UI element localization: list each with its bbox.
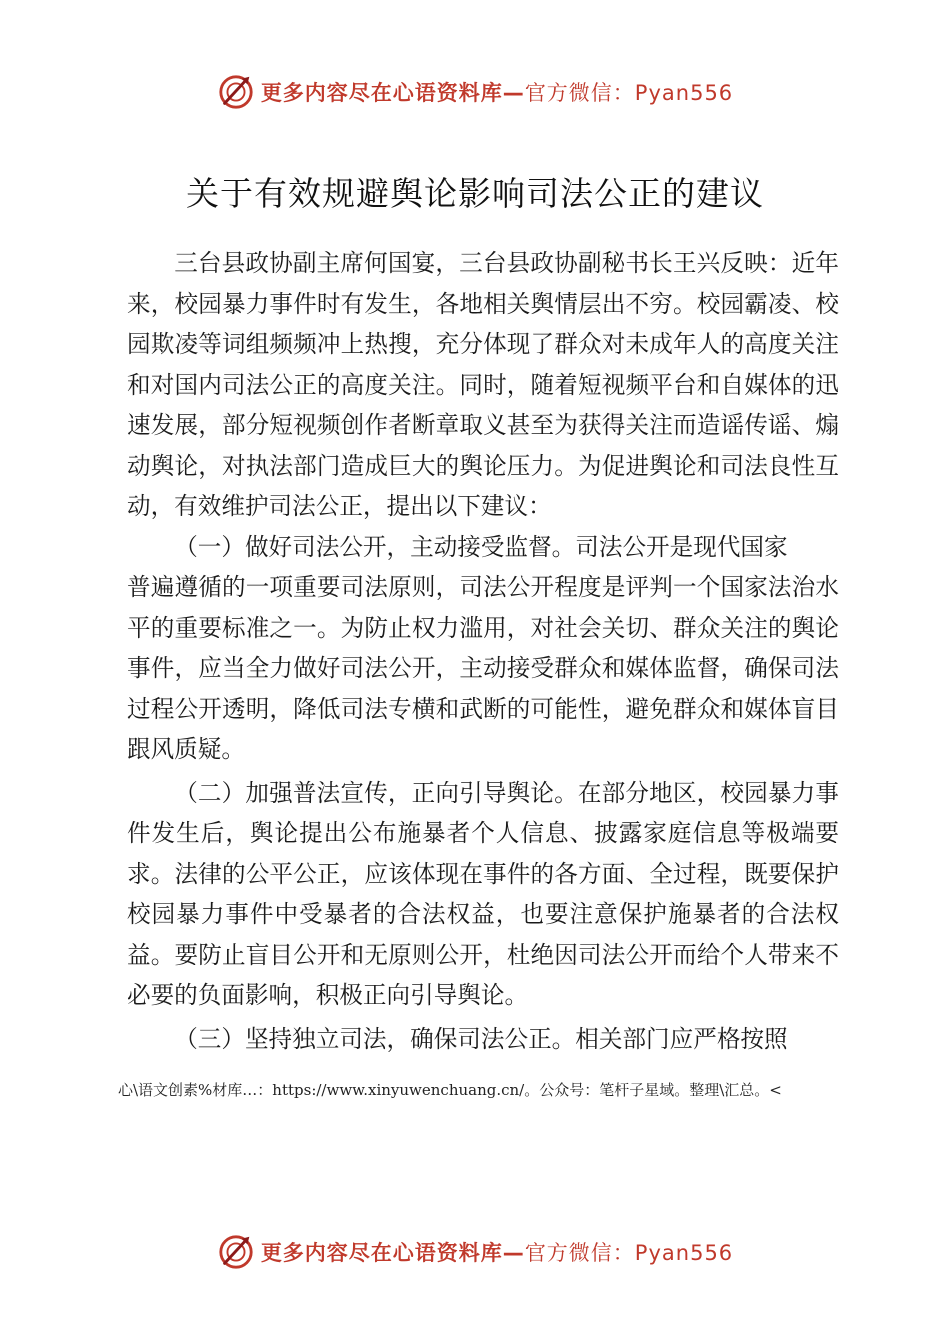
paragraph-intro: 三台县政协副主席何国宴，三台县政协副秘书长王兴反映：近年来，校园暴力事件时有发生，各地相关舆情层出不穷。校园霸凌、校园欺凌等词组频频冲上热搜，充分体现了群众对未成年人的高度关注和对国内司法公正的高度关注。同时，随着短视频平台和自媒体的迅速发展，部分短视频创作者断章取义甚至为获得关注而造谣传谣、煽动舆论，对执法部门造成巨大的舆论压力。为促进舆论和司法良性互动，有效维护司法公正，提出以下建议：: [127, 249, 839, 520]
header-banner: [0, 72, 950, 112]
logo-icon: [217, 73, 255, 111]
paragraph-section-1-body: 普遍遵循的一项重要司法原则，司法公开程度是评判一个国家法治水平的重要标准之一。为防止权力滥用，对社会关切、群众关注的舆论事件，应当全力做好司法公开，主动接受群众和媒体监督，确保司法过程公开透明，降低司法专横和武断的可能性，避免群众和媒体盲目跟风质疑。: [127, 573, 839, 763]
footer-banner: [0, 1232, 950, 1272]
document-body: [127, 243, 839, 1059]
paragraph-section-1-heading: （一）做好司法公开，主动接受监督。司法公开是现代国家: [174, 532, 788, 561]
banner-text: 更多内容尽在心语资料库—: [260, 81, 525, 105]
banner-text: 更多内容尽在心语资料库—: [260, 1241, 525, 1265]
banner-wechat: 官方微信：Pyan556: [524, 1241, 734, 1265]
document-title: 关于有效规避舆论影响司法公正的建议: [186, 174, 764, 213]
footer-note: 心\语文创素%材库…：https://www.xinyuwenchuang.cn/。公众号：笔杆子星域。整理\汇总。<: [118, 1081, 782, 1099]
paragraph-section-3: （三）坚持独立司法，确保司法公正。相关部门应严格按照: [174, 1024, 788, 1053]
banner-wechat: 官方微信：Pyan556: [524, 81, 734, 105]
logo-icon: [217, 1233, 255, 1271]
paragraph-section-2: （二）加强普法宣传，正向引导舆论。在部分地区，校园暴力事件发生后，舆论提出公布施暴者个人信息、披露家庭信息等极端要求。法律的公平公正，应该体现在事件的各方面、全过程，既要保护校园暴力事件中受暴者的合法权益，也要注意保护施暴者的合法权益。要防止盲目公开和无原则公开，杜绝因司法公开而给个人带来不必要的负面影响，积极正向引导舆论。: [127, 778, 839, 1009]
